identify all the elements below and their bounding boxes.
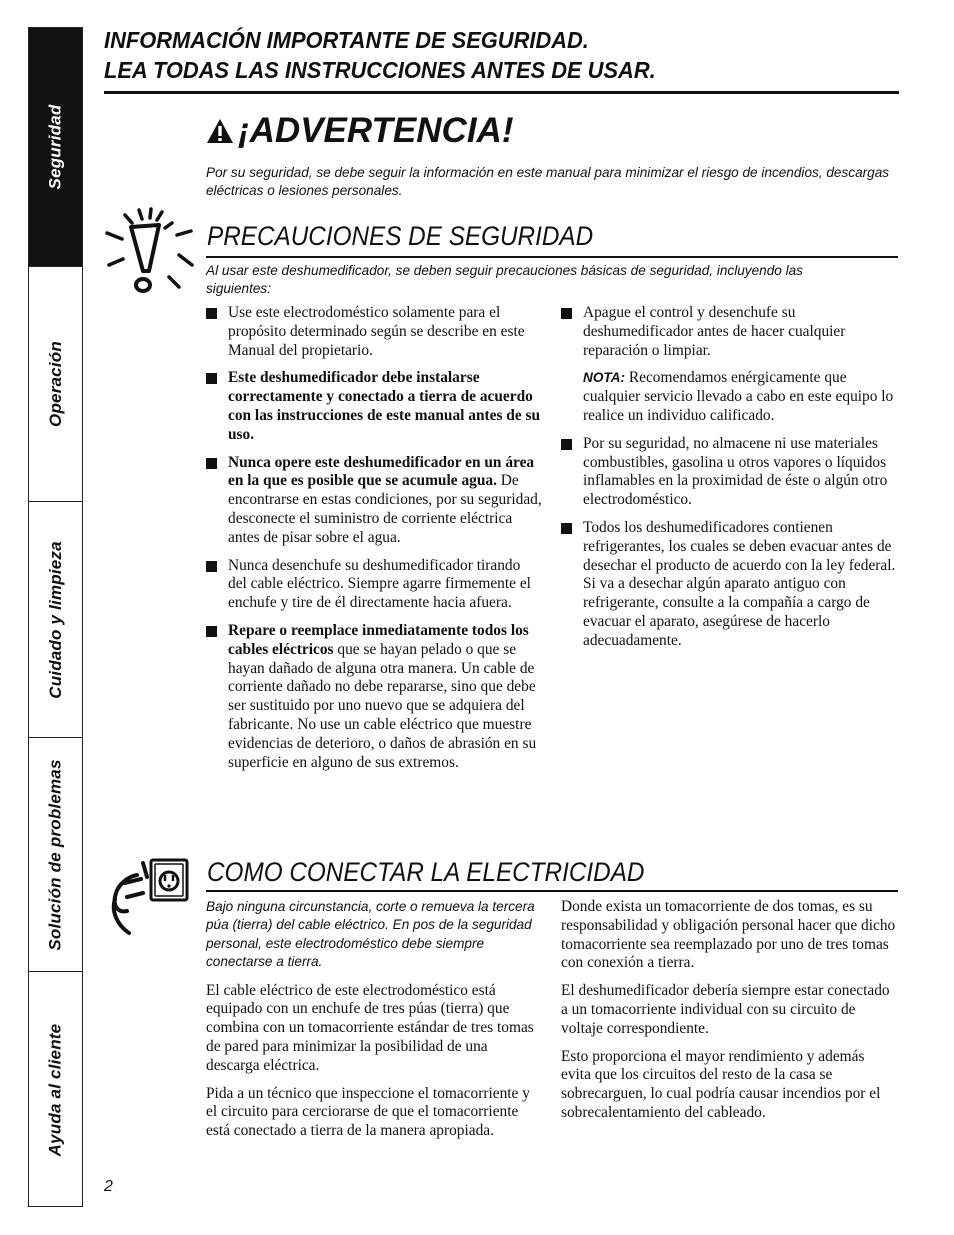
precauciones-rule [206, 256, 898, 258]
tab-operacion[interactable]: Operación [29, 266, 82, 501]
precauciones-title: PRECAUCIONES DE SEGURIDAD [207, 221, 594, 251]
list-item: Este deshumedificador debe instalarse correctamente y conectado a tierra de acuerdo con las instrucciones de este manual antes de su uso. [206, 369, 542, 444]
list-item: Todos los deshumedificadores contienen refrigerantes, los cuales se deben evacuar antes de desechar el producto de acuerdo con la ley federal. Si va a desechar algún aparato antiguo con refrigerante, consulte a la compañía a cargo de evacuar el aparato, asegúrese de hacerlo adecuadamente. [561, 519, 897, 651]
electricidad-title: COMO CONECTAR LA ELECTRICIDAD [207, 857, 645, 887]
electricidad-rule [206, 890, 898, 892]
warning-title-text: ¡ADVERTENCIA! [238, 111, 514, 150]
header-rule [104, 91, 899, 94]
nota-paragraph: NOTA: Recomendamos enérgicamente que cualquier servicio llevado a cabo en este equipo lo realice un individuo calificado. [583, 369, 894, 424]
ground-warning: Bajo ninguna circunstancia, corte o remueva la tercera púa (tierra) del cable eléctrico. En pos de la seguridad personal, este electrodoméstico debe siempre conectarse a tierra. [206, 899, 535, 970]
paragraph: El cable eléctrico de este electrodoméstico está equipado con un enchufe de tres púas (tierra) que combina con un tomacorriente estándar de tres tomas de pared para minimizar la posibilidad de una descarga eléctrica. [206, 981, 534, 1074]
electricidad-left-column [206, 898, 540, 1150]
electricidad-right-column [561, 898, 897, 1132]
bullet-square [561, 308, 572, 319]
header-line-1: INFORMACIÓN IMPORTANTE DE SEGURIDAD. [104, 27, 589, 53]
tab-ayuda-al-cliente[interactable]: Ayuda al cliente [29, 971, 82, 1208]
plug-outlet-icon [103, 855, 191, 939]
bullet-square [206, 626, 217, 637]
warning-title [206, 111, 513, 151]
bullet-square [206, 458, 217, 469]
paragraph: Donde exista un tomacorriente de dos tomas, es su responsabilidad y obligación personal hacer que dicho tomacorriente sea reemplazado por uno de tres tomas con conexión a tierra. [561, 898, 896, 972]
page-header [104, 25, 899, 85]
tab-solucion-de-problemas[interactable]: Solución de problemas [29, 737, 82, 971]
bullet-square [561, 523, 572, 534]
bullet-square [206, 373, 217, 384]
warning-triangle-icon [206, 118, 234, 144]
header-line-2: LEA TODAS LAS INSTRUCCIONES ANTES DE USAR. [104, 57, 656, 83]
paragraph: El deshumedificador debería siempre estar conectado a un tomacorriente individual con su circuito de voltaje correspondiente. [561, 982, 890, 1037]
precauciones-intro: Al usar este deshumedificador, se deben seguir precauciones básicas de seguridad, incluyendo las siguientes: [206, 263, 803, 296]
list-item: Por su seguridad, no almacene ni use materiales combustibles, gasolina u otros vapores o líquidos inflamables en la proximidad de éste o algún otro electrodoméstico. [561, 435, 897, 510]
precauciones-left-column [206, 304, 542, 781]
bullet-square [206, 308, 217, 319]
page-number: 2 [104, 1178, 113, 1195]
bullet-square [561, 439, 572, 450]
paragraph: Pida a un técnico que inspeccione el tomacorriente y el circuito para cerciorarse de que el tomacorriente está conectado a tierra de la manera apropiada. [206, 1084, 530, 1140]
list-item: Apague el control y desenchufe su deshumedificador antes de hacer cualquier reparación o limpiar. [561, 304, 897, 360]
precauciones-right-column [561, 304, 897, 660]
list-item: Nunca opere este deshumedificador en un área en la que es posible que se acumule agua. De encontrarse en estas condiciones, por su seguridad, desconecte el suministro de corriente eléctrica antes de pisar sobre el agua. [206, 454, 542, 548]
warning-intro: Por su seguridad, se debe seguir la información en este manual para minimizar el riesgo de incendios, descargas eléctricas o lesiones personales. [206, 165, 890, 198]
section-tabs [28, 27, 83, 1207]
tab-seguridad[interactable]: Seguridad [29, 28, 82, 266]
list-item: Use este electrodoméstico solamente para el propósito determinado según se describe en este Manual del propietario. [206, 304, 542, 360]
paragraph: Esto proporciona el mayor rendimiento y además evita que los circuitos del resto de la casa se sobrecarguen, lo cual podría causar incendios por el sobrecalentamiento del cableado. [561, 1047, 881, 1121]
exclamation-icon [99, 205, 199, 297]
list-item: Nunca desenchufe su deshumedificador tirando del cable eléctrico. Siempre agarre firmemente el enchufe y tire de él directamente hacia afuera. [206, 557, 542, 613]
bullet-square [206, 561, 217, 572]
tab-cuidado-y-limpieza[interactable]: Cuidado y limpieza [29, 501, 82, 737]
list-item: Repare o reemplace inmediatamente todos los cables eléctricos que se hayan pelado o que se hayan dañado de alguna otra manera. Un cable de corriente dañado no debe repararse, sino que debe ser sustituido por uno nuevo que se adquiera del fabricante. No use un cable eléctrico que muestre evidencias de deterioro, o daños de abrasión en su superficie en alguno de sus extremos. [206, 622, 542, 772]
